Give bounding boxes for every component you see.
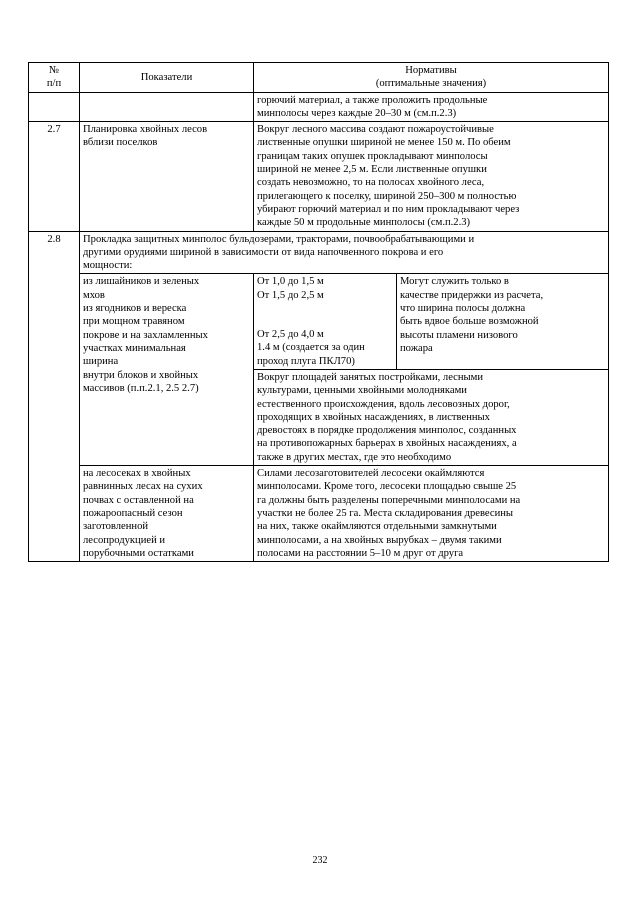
cell-logging-sites-norm: Силами лесозаготовителей лесосеки окаймляются минполосами. Кроме того, лесосеки площадью свыше 25 га должны быть разделены поперечными минполосами на участки не более 25 га. Места складирования древесины на них, также окаймляются отдельными замкнутыми минполосами, а на хвойных вырубках – двумя такими полосами на расстоянии 5–10 м друг от друга (254, 466, 609, 562)
table-header-row (29, 63, 609, 93)
table-row (29, 122, 609, 231)
cell-note: Могут служить только в качестве придержки из расчета, что ширина полосы должна быть вдвое больше возможной высоты пламени низового пожара (397, 274, 609, 369)
page-number: 232 (312, 855, 328, 866)
cell-logging-sites: на лесосеках в хвойных равнинных лесах на сухих почвах с оставленной на пожароопасный сезон заготовленной лесопродукцией и порубочными остатками (80, 466, 254, 562)
cell-num: 2.8 (29, 231, 80, 562)
table-row-logging-sites (29, 466, 609, 562)
header-indicators: Показатели (80, 63, 254, 93)
cell-indicator: Планировка хвойных лесов вблизи поселков (80, 122, 254, 231)
header-norms: Нормативы (оптимальные значения) (254, 63, 609, 93)
header-num: № п/п (29, 63, 80, 93)
cell-intro: Прокладка защитных минполос бульдозерами, тракторами, почвообрабатывающими и другими орудиями шириной в зависимости от вида напочвенного покрова и его мощности: (80, 231, 609, 274)
cell-cover-types: из лишайников и зеленых мхов из ягодников и вереска при мощном травяном покрове и на захламленных участках минимальная ширина внутри блоков и хвойных массивов (п.п.2.1, 2.5 2.7) (80, 274, 254, 466)
table-row (29, 92, 609, 122)
table-row-cover-types (29, 274, 609, 369)
cell-inside-blocks-norm: Вокруг площадей занятых постройками, лесными культурами, ценными хвойными молодняками естественного происхождения, вдоль лесовозных дорог, проходящих в хвойных насаждениях, в лиственных древостоях в порядке продолжения минполос, созданных на противопожарных барьерах в хвойных насаждениях, а также в других местах, где это необходимо (254, 369, 609, 465)
table-row-2-8-intro (29, 231, 609, 274)
cell-widths: От 1,0 до 1,5 м От 1,5 до 2,5 м От 2,5 до 4,0 м 1.4 м (создается за один проход плуга ПКЛ70) (254, 274, 397, 369)
cell-norm: Вокруг лесного массива создают пожароустойчивые лиственные опушки шириной не менее 150 м. По обеим границам таких опушек прокладывают минполосы шириной не менее 2,5 м. Если лиственные опушки создать невозможно, то на полосах хвойного леса, прилегающего к поселку, шириной 250–300 м полностью убирают горючий материал и по ним прокладывают через каждые 50 м продольные минполосы (см.п.2.3) (254, 122, 609, 231)
cell-num: 2.7 (29, 122, 80, 231)
cell-num (29, 92, 80, 122)
cell-indicator (80, 92, 254, 122)
cell-norm-continuation: горючий материал, а также проложить продольные минполосы через каждые 20–30 м (см.п.2.3) (254, 92, 609, 122)
norms-table (28, 62, 609, 562)
